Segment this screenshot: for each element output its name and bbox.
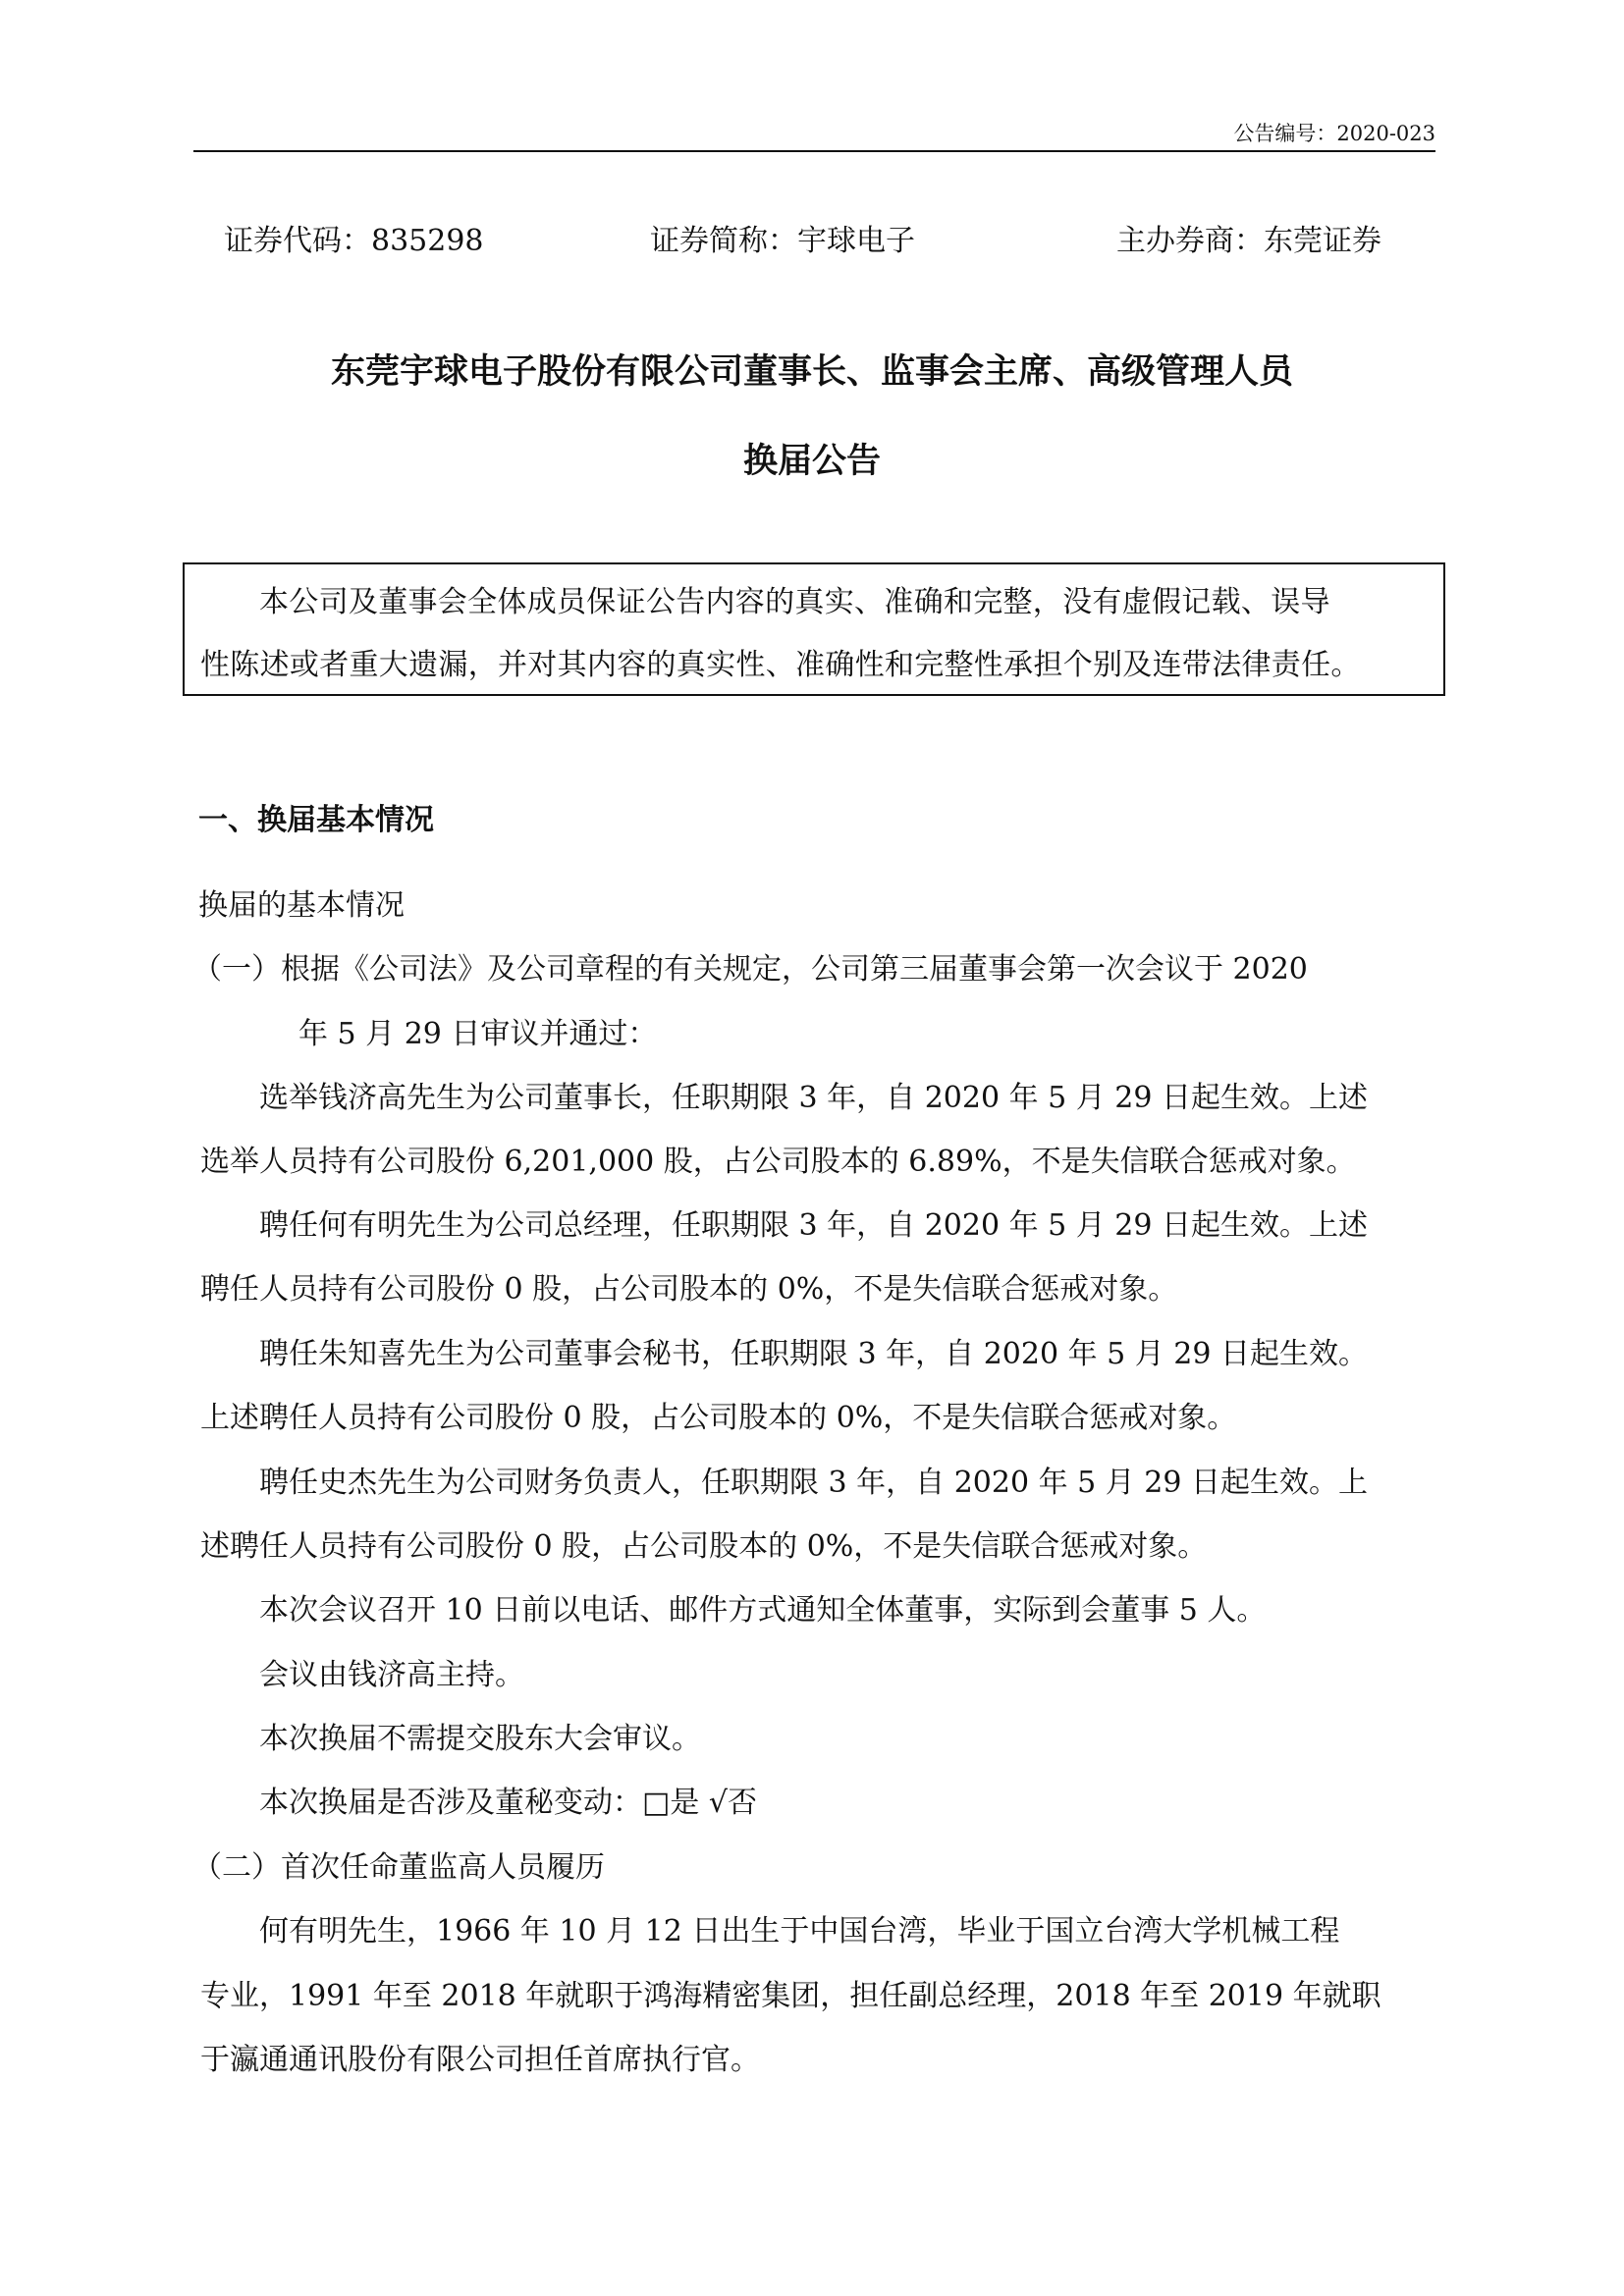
paragraph-secretary-change: 本次换届是否涉及董秘变动：□是 √否 — [259, 1786, 757, 1820]
bio-line3: 于瀛通通讯股份有限公司担任首席执行官。 — [200, 2043, 760, 2077]
declaration-line1: 本公司及董事会全体成员保证公告内容的真实、准确和完整，没有虚假记载、误导 — [259, 585, 1330, 619]
header-divider — [193, 150, 1435, 152]
document-title-line2: 换届公告 — [742, 441, 881, 481]
paragraph-gm-line1: 聘任何有明先生为公司总经理，任职期限 3 年，自 2020 年 5 月 29 日起生效。上述 — [259, 1208, 1368, 1243]
paragraph-secretary-line2: 上述聘任人员持有公司股份 0 股，占公司股本的 0%，不是失信联合惩戒对象。 — [200, 1401, 1237, 1435]
sponsoring-broker: 主办券商：东莞证券 — [1116, 224, 1381, 258]
item2-heading: （二）首次任命董监高人员履历 — [192, 1850, 605, 1885]
notice-number: 公告编号：2020-023 — [1233, 122, 1435, 145]
paragraph-finance-line2: 述聘任人员持有公司股份 0 股，占公司股本的 0%，不是失信联合惩戒对象。 — [200, 1529, 1208, 1564]
securities-code: 证券代码：835298 — [224, 224, 484, 258]
document-title-line1: 东莞宇球电子股份有限公司董事长、监事会主席、高级管理人员 — [330, 351, 1293, 392]
bio-line2: 专业，1991 年至 2018 年就职于鸿海精密集团，担任副总经理，2018 年至 2019 年就职 — [200, 1979, 1381, 2013]
paragraph-finance-line1: 聘任史杰先生为公司财务负责人，任职期限 3 年，自 2020 年 5 月 29 日起生效。上 — [259, 1466, 1368, 1500]
paragraph-meeting-host: 会议由钱济高主持。 — [259, 1658, 524, 1692]
paragraph-no-shareholder-review: 本次换届不需提交股东大会审议。 — [259, 1722, 701, 1756]
declaration-line2: 性陈述或者重大遗漏，并对其内容的真实性、准确性和完整性承担个别及连带法律责任。 — [200, 648, 1361, 682]
paragraph-secretary-line1: 聘任朱知喜先生为公司董事会秘书，任职期限 3 年，自 2020 年 5 月 29 日起生效。 — [259, 1337, 1368, 1371]
paragraph-chairman-line1: 选举钱济高先生为公司董事长，任职期限 3 年，自 2020 年 5 月 29 日起生效。上述 — [259, 1081, 1368, 1115]
item1-line2: 年 5 月 29 日审议并通过： — [298, 1017, 658, 1051]
section-subtitle: 换届的基本情况 — [198, 888, 405, 923]
section-heading: 一、换届基本情况 — [198, 803, 434, 837]
bio-line1: 何有明先生，1966 年 10 月 12 日出生于中国台湾，毕业于国立台湾大学机械工程 — [259, 1914, 1340, 1949]
paragraph-chairman-line2: 选举人员持有公司股份 6,201,000 股，占公司股本的 6.89%，不是失信联合惩戒对象。 — [200, 1145, 1356, 1179]
paragraph-meeting-notice: 本次会议召开 10 日前以电话、邮件方式通知全体董事，实际到会董事 5 人。 — [259, 1593, 1267, 1628]
item1-line1: （一）根据《公司法》及公司章程的有关规定，公司第三届董事会第一次会议于 2020 — [192, 952, 1308, 987]
securities-abbreviation: 证券简称：宇球电子 — [650, 224, 915, 258]
paragraph-gm-line2: 聘任人员持有公司股份 0 股，占公司股本的 0%，不是失信联合惩戒对象。 — [200, 1272, 1178, 1307]
